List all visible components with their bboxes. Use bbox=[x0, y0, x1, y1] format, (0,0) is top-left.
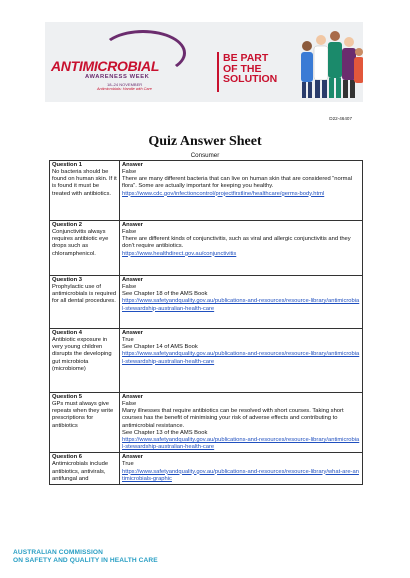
reference-link[interactable]: https://www.healthdirect.gov.au/conjunctivitis bbox=[122, 250, 237, 257]
question-label: Question 3 bbox=[52, 276, 82, 283]
question-label: Question 4 bbox=[52, 329, 82, 336]
question-text: GPs must always give repeats when they write prescriptions for antibiotics bbox=[52, 401, 114, 429]
audience-label: Consumer bbox=[190, 152, 220, 159]
document-id: D22-46407 bbox=[329, 116, 352, 121]
answer-label: Answer bbox=[122, 161, 143, 168]
question-cell bbox=[50, 329, 120, 393]
campaign-tagline: Antimicrobials: Handle with Care bbox=[97, 87, 152, 91]
answer-label: Answer bbox=[122, 393, 143, 400]
question-text: No bacteria should be found on human skin. If it is found it must be treated with antibiotics. bbox=[52, 169, 117, 197]
question-label: Question 6 bbox=[52, 454, 82, 461]
reference-link[interactable]: https://www.safetyandquality.gov.au/publications-and-resources/resource-library/antimicrobial-stewardship-australian-health-care bbox=[122, 351, 360, 365]
logo-line: AUSTRALIAN COMMISSION bbox=[13, 549, 104, 556]
answer-cell bbox=[120, 221, 363, 276]
banner-divider bbox=[217, 52, 219, 92]
answer-explanation: There are different kinds of conjunctivitis, such as viral and allergic conjunctivitis and they don’t require antibiotics. bbox=[122, 236, 351, 250]
answer-label: Answer bbox=[122, 221, 143, 228]
reference-link[interactable]: https://www.safetyandquality.gov.au/publications-and-resources/resource-library/what-are-antimicrobials-graphic bbox=[122, 468, 359, 482]
answer-value: False bbox=[122, 169, 137, 175]
slogan-line: OF THE bbox=[223, 62, 262, 75]
answer-label: Answer bbox=[122, 454, 143, 461]
question-cell bbox=[50, 221, 120, 276]
question-text: Antimicrobials include antibiotics, antivirals, antifungal and bbox=[52, 461, 109, 482]
person-figure bbox=[328, 31, 342, 98]
question-cell bbox=[50, 393, 120, 453]
campaign-subtitle: AWARENESS WEEK bbox=[85, 74, 150, 80]
logo-line: ON SAFETY AND QUALITY IN HEALTH CARE bbox=[13, 556, 158, 564]
person-figure bbox=[314, 35, 328, 98]
question-text: Antibiotic exposure in very young children disrupts the developing gut microbiota (microbiome) bbox=[52, 337, 112, 372]
healthcare-workers-illustration bbox=[297, 24, 363, 102]
reference-link[interactable]: https://www.safetyandquality.gov.au/publications-and-resources/resource-library/antimicrobial-stewardship-australian-health-care bbox=[122, 437, 360, 451]
answer-value: True bbox=[122, 337, 134, 343]
question-label: Question 2 bbox=[52, 221, 82, 228]
answer-value: False bbox=[122, 284, 137, 290]
question-text: Conjunctivitis always requires antibiotic eye drops such as chloramphenicol. bbox=[52, 229, 109, 257]
question-cell bbox=[50, 161, 120, 221]
question-cell bbox=[50, 453, 120, 485]
question-label: Question 5 bbox=[52, 393, 82, 400]
question-text: Prophylactic use of antimicrobials is required for all dental procedures. bbox=[52, 284, 117, 305]
answer-explanation: Many illnesses that require antibiotics can be resolved with short courses. Taking short courses has the benefit of minimising your risk of adverse effects and contributing to antimicrobial resistance. bbox=[122, 408, 344, 429]
page-title: Quiz Answer Sheet bbox=[148, 134, 262, 149]
answer-label: Answer bbox=[122, 329, 143, 336]
answer-cell bbox=[120, 276, 363, 329]
campaign-slogan bbox=[223, 53, 277, 85]
answer-cell bbox=[120, 453, 363, 485]
campaign-banner bbox=[45, 22, 363, 102]
answer-cell bbox=[120, 393, 363, 453]
question-cell bbox=[50, 276, 120, 329]
slogan-line: BE PART bbox=[223, 52, 269, 64]
answer-explanation: See Chapter 14 of AMS Book bbox=[122, 344, 198, 351]
answer-value: False bbox=[122, 401, 137, 407]
answer-cell bbox=[120, 161, 363, 221]
table-row bbox=[50, 393, 363, 453]
campaign-dates: 18–24 NOVEMBER bbox=[107, 82, 143, 87]
campaign-title: ANTIMICROBIAL bbox=[51, 58, 160, 74]
question-label: Question 1 bbox=[52, 161, 82, 168]
answer-label: Answer bbox=[122, 276, 143, 283]
answer-explanation: See Chapter 13 of the AMS Book bbox=[122, 429, 208, 436]
answer-value: True bbox=[122, 461, 134, 468]
person-figure bbox=[301, 41, 313, 98]
table-row bbox=[50, 161, 363, 221]
commission-logo bbox=[13, 549, 158, 564]
person-figure bbox=[342, 37, 356, 98]
quiz-answer-table bbox=[49, 160, 363, 485]
table-row bbox=[50, 276, 363, 329]
reference-link[interactable]: https://www.safetyandquality.gov.au/publications-and-resources/resource-library/antimicrobial-stewardship-australian-health-care bbox=[122, 298, 360, 312]
answer-explanation: There are many different bacteria that can live on human skin that are considered “normal flora”. Some are actually important for keeping you healthy. bbox=[122, 176, 352, 190]
answer-cell bbox=[120, 329, 363, 393]
reference-link[interactable]: https://www.cdc.gov/infectioncontrol/projectfirstline/healthcare/germs-body.html bbox=[122, 190, 325, 197]
answer-value: False bbox=[122, 229, 137, 235]
slogan-line: SOLUTION bbox=[223, 73, 278, 85]
table-row bbox=[50, 453, 363, 485]
table-row bbox=[50, 329, 363, 393]
table-row bbox=[50, 221, 363, 276]
person-figure bbox=[354, 48, 363, 83]
answer-explanation: See Chapter 18 of the AMS Book bbox=[122, 291, 208, 298]
